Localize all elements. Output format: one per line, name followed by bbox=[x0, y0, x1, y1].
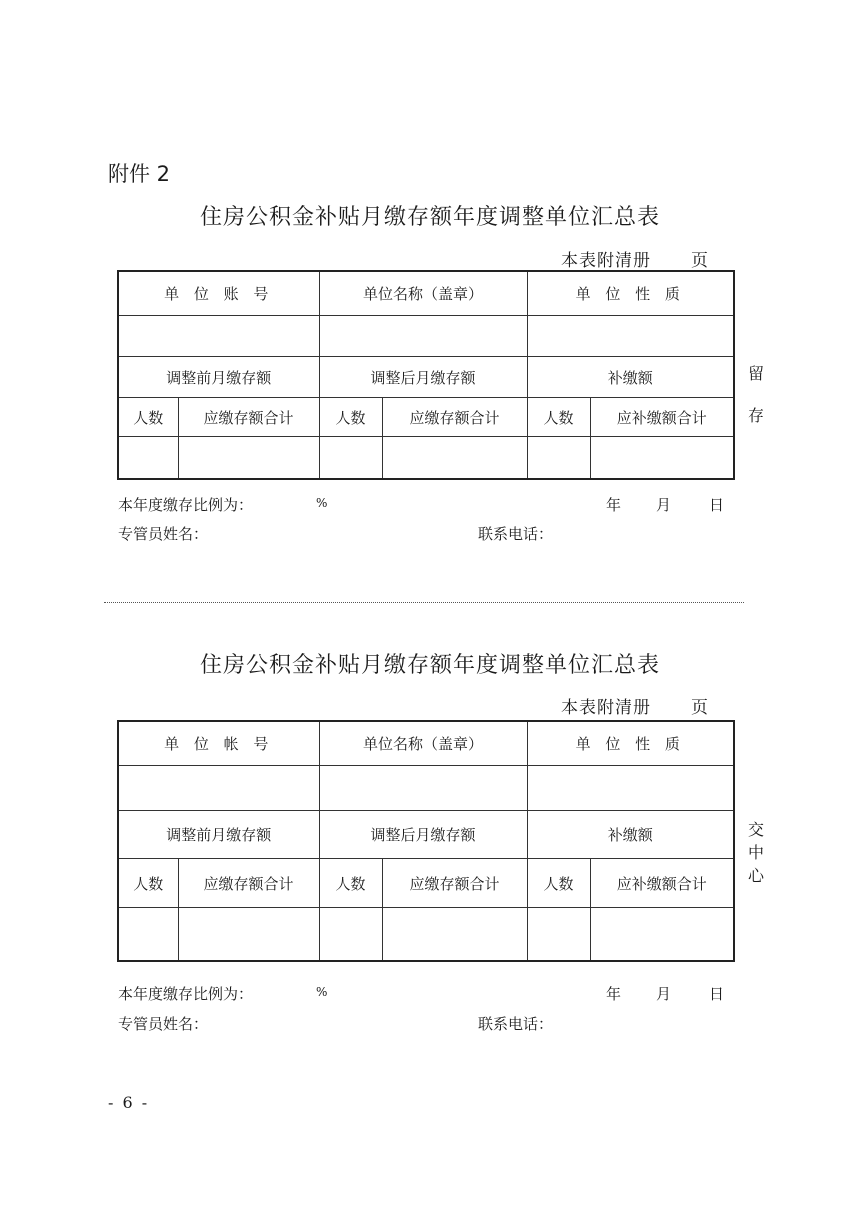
subheader-count: 人数 bbox=[118, 859, 178, 908]
header-unit-account: 单 位 帐 号 bbox=[118, 721, 319, 766]
pages-ref-prefix: 本表附清册 bbox=[561, 251, 651, 271]
group-supplement: 补缴额 bbox=[527, 811, 734, 859]
phone-label: 联系电话： bbox=[478, 525, 554, 543]
percent-sign: % bbox=[316, 985, 328, 999]
group-after-adjustment: 调整后月缴存额 bbox=[319, 811, 527, 859]
side-label-retain bbox=[746, 362, 766, 428]
subheader-payable-total: 应缴存额合计 bbox=[382, 398, 527, 437]
data-cell[interactable] bbox=[178, 437, 319, 480]
data-cell[interactable] bbox=[319, 437, 382, 480]
form-title-1: 住房公积金补贴月缴存额年度调整单位汇总表 bbox=[199, 205, 660, 230]
date-year: 年 bbox=[606, 496, 622, 514]
subheader-count: 人数 bbox=[527, 859, 590, 908]
summary-table-2 bbox=[117, 720, 735, 962]
subheader-supplement-total: 应补缴额合计 bbox=[590, 398, 734, 437]
date-day: 日 bbox=[709, 985, 725, 1003]
ratio-label: 本年度缴存比例为： bbox=[118, 496, 254, 514]
group-supplement: 补缴额 bbox=[527, 357, 734, 398]
data-cell[interactable] bbox=[382, 908, 527, 962]
unit-account-cell[interactable] bbox=[118, 316, 319, 357]
unit-nature-cell[interactable] bbox=[527, 766, 734, 811]
side-char: 心 bbox=[747, 866, 764, 886]
subheader-payable-total: 应缴存额合计 bbox=[382, 859, 527, 908]
data-cell[interactable] bbox=[178, 908, 319, 962]
attachment-label: 附件 2 bbox=[108, 162, 171, 186]
side-char: 交 bbox=[747, 820, 764, 839]
group-before-adjustment: 调整前月缴存额 bbox=[118, 811, 319, 859]
subheader-count: 人数 bbox=[319, 398, 382, 437]
subheader-count: 人数 bbox=[319, 859, 382, 908]
data-cell[interactable] bbox=[590, 437, 734, 480]
group-before-adjustment: 调整前月缴存额 bbox=[118, 357, 319, 398]
unit-nature-cell[interactable] bbox=[527, 316, 734, 357]
side-char: 中 bbox=[747, 843, 764, 863]
page-number: - 6 - bbox=[108, 1093, 150, 1112]
pages-reference-1 bbox=[561, 246, 709, 271]
unit-account-cell[interactable] bbox=[118, 766, 319, 811]
manager-name-label: 专管员姓名： bbox=[118, 525, 209, 543]
data-cell[interactable] bbox=[527, 437, 590, 480]
pages-ref-suffix: 页 bbox=[691, 251, 709, 271]
subheader-count: 人数 bbox=[118, 398, 178, 437]
header-unit-nature: 单 位 性 质 bbox=[527, 271, 734, 316]
header-unit-account: 单 位 账 号 bbox=[118, 271, 319, 316]
subheader-supplement-total: 应补缴额合计 bbox=[590, 859, 734, 908]
side-label-center bbox=[746, 818, 766, 888]
ratio-label: 本年度缴存比例为： bbox=[118, 985, 254, 1003]
side-char: 存 bbox=[747, 406, 764, 425]
data-cell[interactable] bbox=[527, 908, 590, 962]
group-after-adjustment: 调整后月缴存额 bbox=[319, 357, 527, 398]
data-cell[interactable] bbox=[319, 908, 382, 962]
pages-ref-suffix: 页 bbox=[691, 698, 709, 718]
pages-ref-prefix: 本表附清册 bbox=[561, 698, 651, 718]
header-unit-name: 单位名称（盖章） bbox=[319, 721, 527, 766]
subheader-count: 人数 bbox=[527, 398, 590, 437]
data-cell[interactable] bbox=[382, 437, 527, 480]
header-unit-nature: 单 位 性 质 bbox=[527, 721, 734, 766]
date-month: 月 bbox=[656, 985, 672, 1003]
percent-sign: % bbox=[316, 496, 328, 510]
pages-reference-2 bbox=[561, 693, 709, 718]
unit-name-cell[interactable] bbox=[319, 316, 527, 357]
side-char: 留 bbox=[747, 364, 764, 383]
date-day: 日 bbox=[709, 496, 725, 514]
data-cell[interactable] bbox=[590, 908, 734, 962]
manager-name-label: 专管员姓名： bbox=[118, 1015, 209, 1033]
summary-table-1 bbox=[117, 270, 735, 480]
unit-name-cell[interactable] bbox=[319, 766, 527, 811]
date-month: 月 bbox=[656, 496, 672, 514]
subheader-payable-total: 应缴存额合计 bbox=[178, 859, 319, 908]
phone-label: 联系电话： bbox=[478, 1015, 554, 1033]
subheader-payable-total: 应缴存额合计 bbox=[178, 398, 319, 437]
data-cell[interactable] bbox=[118, 908, 178, 962]
header-unit-name: 单位名称（盖章） bbox=[319, 271, 527, 316]
form-title-2: 住房公积金补贴月缴存额年度调整单位汇总表 bbox=[199, 653, 660, 678]
date-year: 年 bbox=[606, 985, 622, 1003]
data-cell[interactable] bbox=[118, 437, 178, 480]
cut-line bbox=[104, 602, 744, 603]
